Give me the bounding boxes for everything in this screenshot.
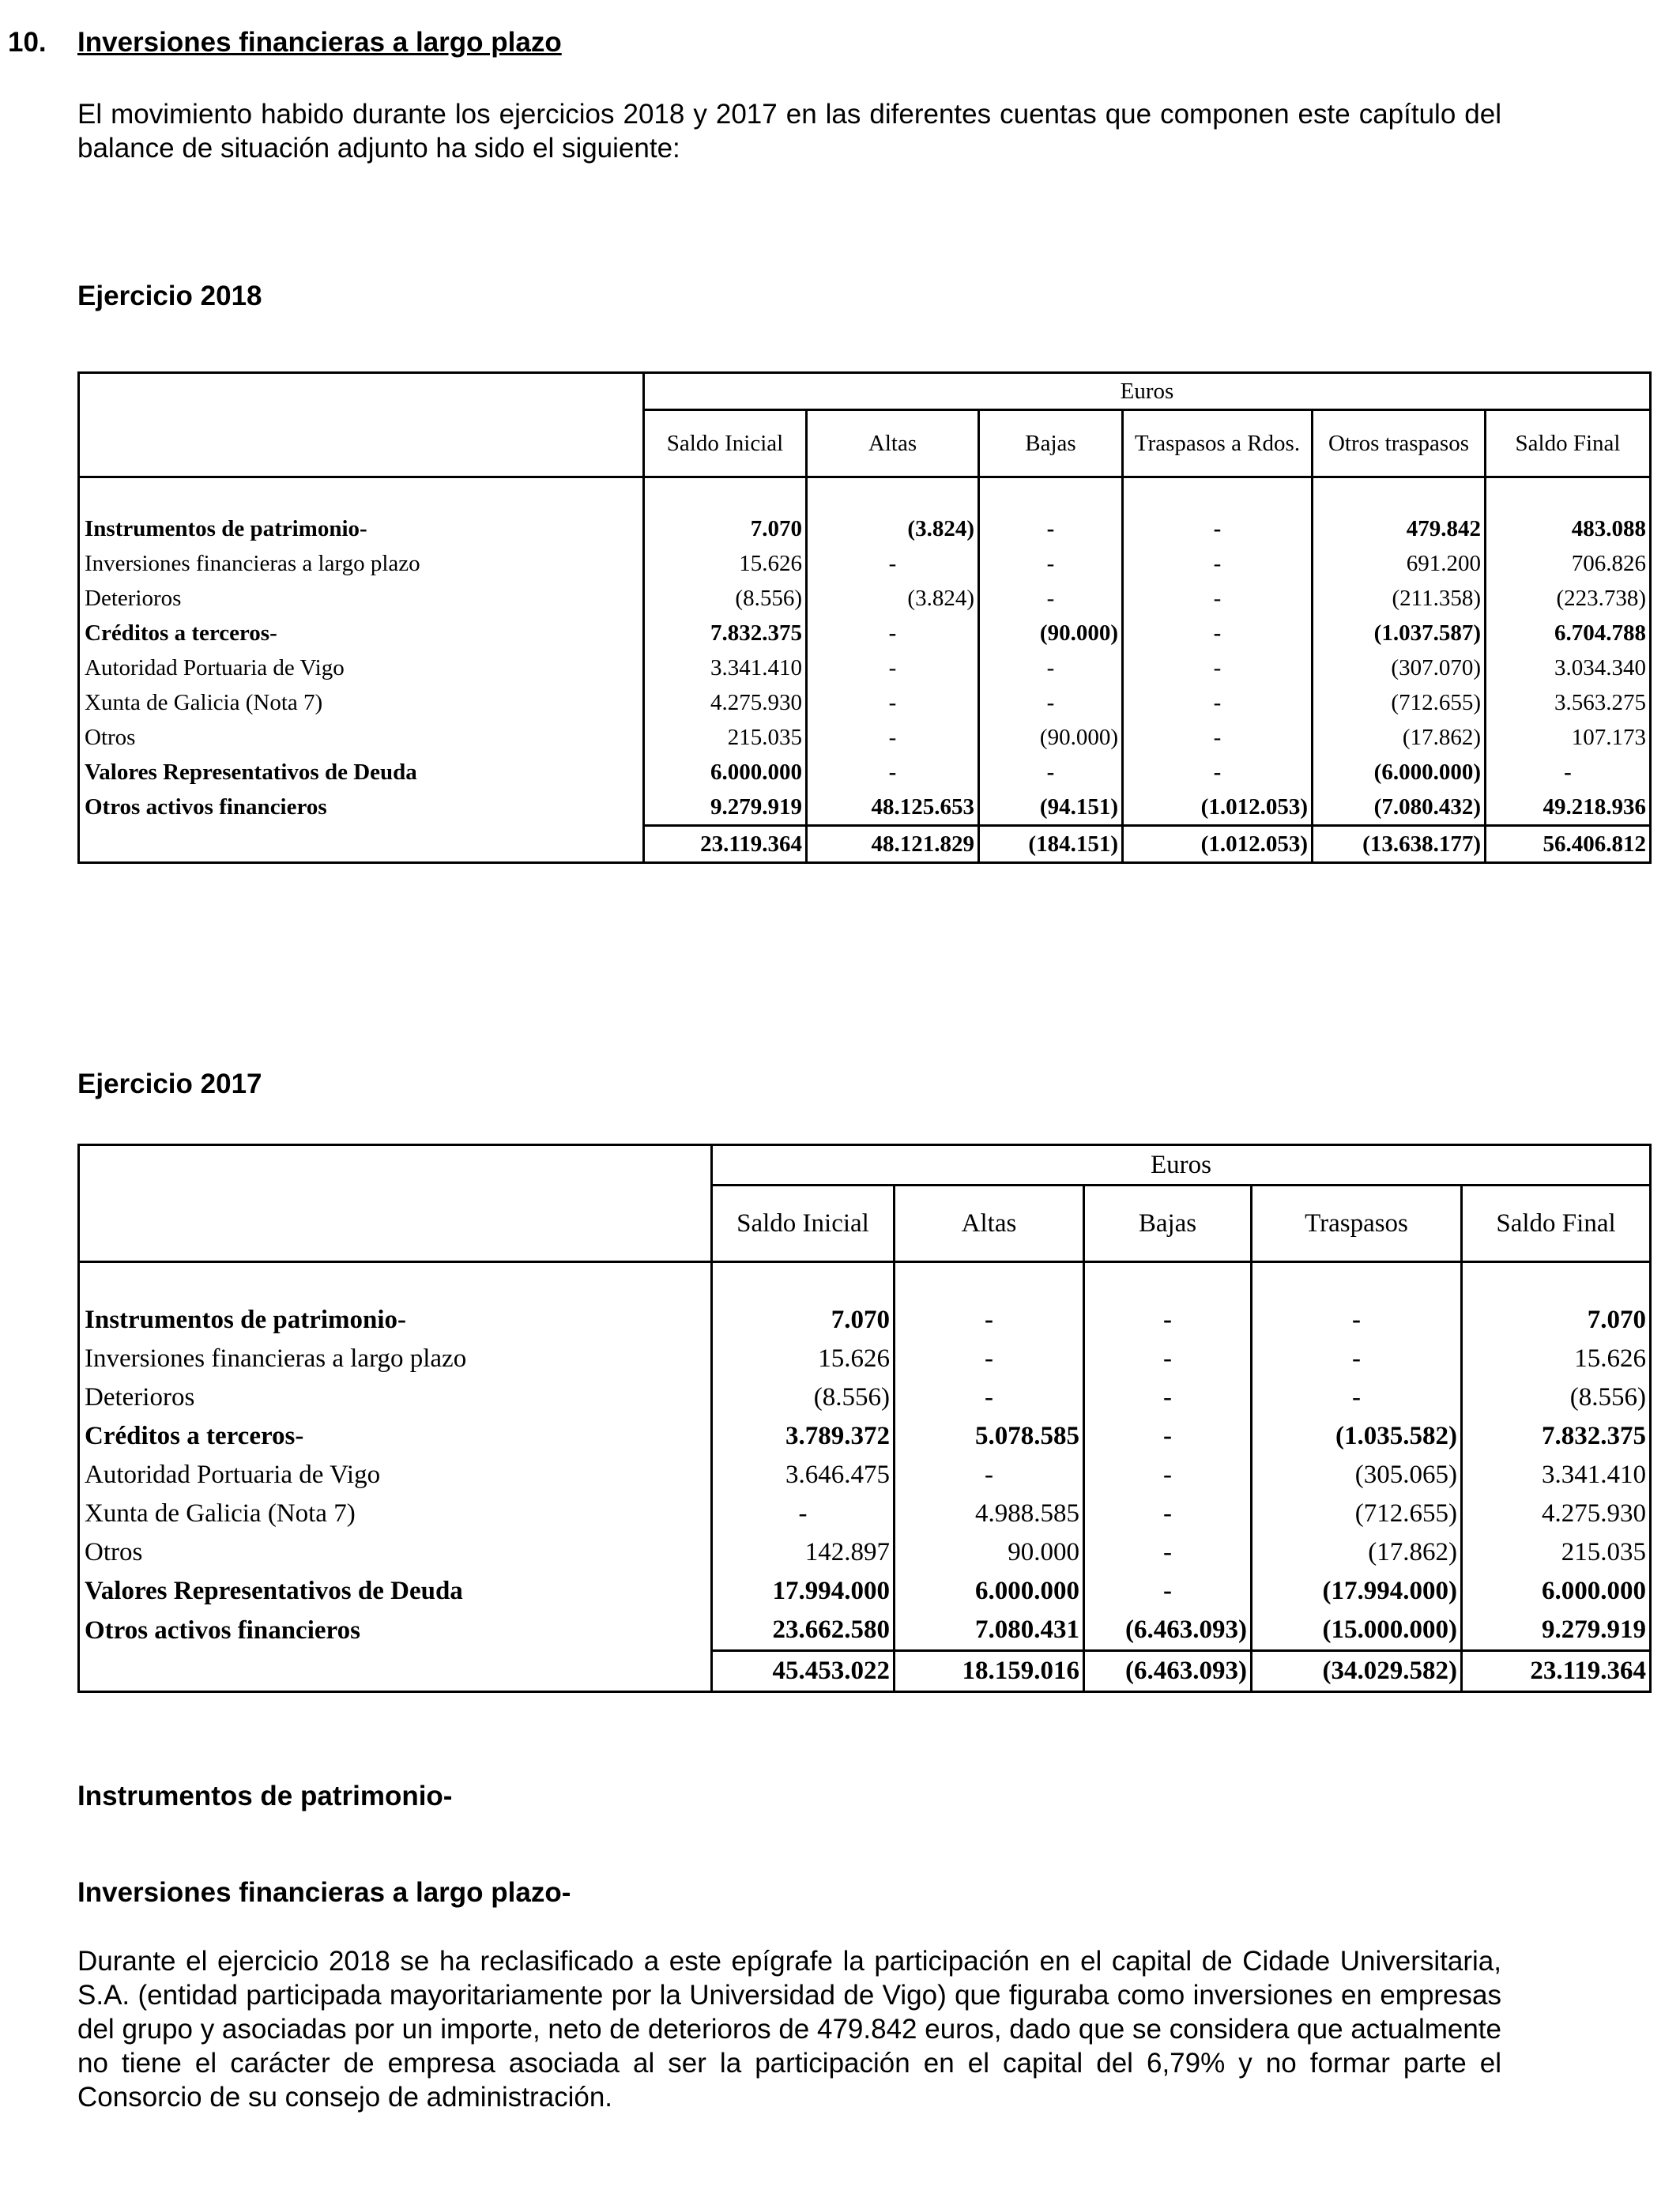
column-header: Bajas xyxy=(979,410,1123,477)
column-header: Saldo Final xyxy=(1462,1186,1651,1262)
table-cell: - xyxy=(895,1301,1084,1340)
row-label: Valores Representativos de Deuda xyxy=(85,759,417,785)
table-cell: 479.842 xyxy=(1313,511,1486,546)
table-cell: 7.832.375 xyxy=(1462,1417,1651,1456)
table-cell: - xyxy=(807,755,979,790)
table-cell: 3.341.410 xyxy=(1462,1456,1651,1495)
table-row xyxy=(79,581,1651,616)
column-header: Altas xyxy=(807,410,979,477)
instrumentos-heading: Instrumentos de patrimonio- xyxy=(77,1781,453,1811)
table-row xyxy=(79,1611,1651,1651)
total-cell: (34.029.582) xyxy=(1252,1651,1462,1692)
table-cell: (305.065) xyxy=(1252,1456,1462,1495)
table-row xyxy=(79,1533,1651,1572)
table-cell: 7.832.375 xyxy=(644,616,807,650)
table-cell: (1.037.587) xyxy=(1313,616,1486,650)
table-row xyxy=(79,650,1651,685)
table-cell: (3.824) xyxy=(807,511,979,546)
table-row xyxy=(79,1378,1651,1417)
row-label: Autoridad Portuaria de Vigo xyxy=(85,1461,381,1489)
total-cell: 56.406.812 xyxy=(1486,826,1651,863)
table-cell: - xyxy=(895,1340,1084,1378)
table-cell: 3.646.475 xyxy=(712,1456,895,1495)
table-cell: 48.125.653 xyxy=(807,790,979,826)
table-cell: (223.738) xyxy=(1486,581,1651,616)
table-cell: 15.626 xyxy=(712,1340,895,1378)
total-cell: 45.453.022 xyxy=(712,1651,895,1692)
table-cell: 6.000.000 xyxy=(895,1572,1084,1611)
table-cell: 7.070 xyxy=(712,1301,895,1340)
table-cell: - xyxy=(1123,546,1313,581)
table-cell: - xyxy=(1123,755,1313,790)
table-row xyxy=(79,1495,1651,1533)
table-cell: 4.988.585 xyxy=(895,1495,1084,1533)
table-cell: - xyxy=(807,546,979,581)
row-label: Autoridad Portuaria de Vigo xyxy=(85,654,345,680)
table-row xyxy=(79,720,1651,755)
table-cell: - xyxy=(712,1495,895,1533)
table-cell: 483.088 xyxy=(1486,511,1651,546)
table-cell: 23.662.580 xyxy=(712,1611,895,1651)
section-number: 10. xyxy=(8,27,47,58)
table-cell: - xyxy=(807,616,979,650)
table-cell: 3.034.340 xyxy=(1486,650,1651,685)
row-label: Otros activos financieros xyxy=(85,1615,360,1645)
total-row-label xyxy=(79,1651,712,1692)
table-cell: - xyxy=(807,720,979,755)
row-label: Xunta de Galicia (Nota 7) xyxy=(85,689,323,715)
title-2017: Ejercicio 2017 xyxy=(77,1069,262,1099)
table-cell: 3.789.372 xyxy=(712,1417,895,1456)
row-label: Otros xyxy=(85,724,136,750)
table-cell: - xyxy=(1123,650,1313,685)
table-row xyxy=(79,546,1651,581)
table-cell: - xyxy=(1084,1417,1252,1456)
row-label: Deterioros xyxy=(85,1383,195,1412)
table-cell: - xyxy=(1123,511,1313,546)
column-header: Traspasos xyxy=(1252,1186,1462,1262)
total-cell: (184.151) xyxy=(979,826,1123,863)
table-cell: (6.463.093) xyxy=(1084,1611,1252,1651)
table-cell: 9.279.919 xyxy=(644,790,807,826)
column-header: Saldo Final xyxy=(1486,410,1651,477)
table-cell: (211.358) xyxy=(1313,581,1486,616)
table-cell: - xyxy=(1084,1572,1252,1611)
column-header: Altas xyxy=(895,1186,1084,1262)
table-cell: - xyxy=(979,755,1123,790)
table-cell: (90.000) xyxy=(979,720,1123,755)
table-cell: 706.826 xyxy=(1486,546,1651,581)
column-header: Otros traspasos xyxy=(1313,410,1486,477)
table-cell: - xyxy=(1123,685,1313,720)
table-cell: - xyxy=(1084,1533,1252,1572)
table-row xyxy=(79,1417,1651,1456)
table-cell: 9.279.919 xyxy=(1462,1611,1651,1651)
column-header: Saldo Inicial xyxy=(712,1186,895,1262)
table-cell: 215.035 xyxy=(1462,1533,1651,1572)
table-row xyxy=(79,511,1651,546)
table-cell: (8.556) xyxy=(1462,1378,1651,1417)
row-label: Valores Representativos de Deuda xyxy=(85,1577,463,1605)
table-cell: - xyxy=(1084,1340,1252,1378)
total-cell: 23.119.364 xyxy=(644,826,807,863)
table-cell: - xyxy=(1084,1456,1252,1495)
column-header: Bajas xyxy=(1084,1186,1252,1262)
table-2017-corner-2 xyxy=(79,1186,712,1262)
column-header: Traspasos a Rdos. xyxy=(1123,410,1313,477)
table-cell: (94.151) xyxy=(979,790,1123,826)
table-cell: (712.655) xyxy=(1313,685,1486,720)
table-row xyxy=(79,616,1651,650)
table-cell: (307.070) xyxy=(1313,650,1486,685)
table-cell: (8.556) xyxy=(644,581,807,616)
table-cell: - xyxy=(1123,720,1313,755)
row-label: Otros xyxy=(85,1538,143,1566)
total-cell: 18.159.016 xyxy=(895,1651,1084,1692)
table-2017-corner xyxy=(79,1145,712,1186)
intro-paragraph: El movimiento habido durante los ejercicios 2018 y 2017 en las diferentes cuentas que componen este capítulo del balance de situación adjunto ha sido el siguiente: xyxy=(77,99,1501,164)
table-cell: - xyxy=(1084,1301,1252,1340)
closing-paragraph: Durante el ejercicio 2018 se ha reclasificado a este epígrafe la participación en el capital de Cidade Universitaria, S.A. (entidad participada mayoritariamente por la Universidad de Vigo) que figuraba como inversiones en empresas del grupo y asociadas por un importe, neto de deterioros de 479.842 euros, dado que se considera que actualmente no tiene el carácter de empresa asociada al ser la participación en el capital del 6,79% y no formar parte el Consorcio de su consejo de administración. xyxy=(77,1946,1501,2113)
table-cell: 142.897 xyxy=(712,1533,895,1572)
table-cell: 17.994.000 xyxy=(712,1572,895,1611)
table-cell: - xyxy=(1252,1301,1462,1340)
table-cell: 3.563.275 xyxy=(1486,685,1651,720)
row-label: Créditos a terceros- xyxy=(85,1422,304,1450)
table-row xyxy=(79,755,1651,790)
table-cell: 6.000.000 xyxy=(644,755,807,790)
table-cell: (90.000) xyxy=(979,616,1123,650)
table-row xyxy=(79,1572,1651,1611)
table-2018-corner-2 xyxy=(79,410,644,477)
total-cell: (13.638.177) xyxy=(1313,826,1486,863)
table-cell: - xyxy=(1084,1495,1252,1533)
table-cell: - xyxy=(1252,1340,1462,1378)
table-cell: - xyxy=(807,650,979,685)
table-2018-group-header: Euros xyxy=(644,373,1651,410)
table-cell: - xyxy=(979,546,1123,581)
table-cell: 691.200 xyxy=(1313,546,1486,581)
section-title: Inversiones financieras a largo plazo xyxy=(77,27,562,58)
row-label: Deterioros xyxy=(85,585,182,611)
total-cell: (6.463.093) xyxy=(1084,1651,1252,1692)
table-cell: 15.626 xyxy=(1462,1340,1651,1378)
total-row-label xyxy=(79,826,644,863)
table-cell: 49.218.936 xyxy=(1486,790,1651,826)
column-header: Saldo Inicial xyxy=(644,410,807,477)
row-label: Otros activos financieros xyxy=(85,794,327,820)
table-2017 xyxy=(77,1144,1652,1693)
table-cell: - xyxy=(979,685,1123,720)
total-cell: (1.012.053) xyxy=(1123,826,1313,863)
table-cell: - xyxy=(1123,581,1313,616)
table-cell: 3.341.410 xyxy=(644,650,807,685)
table-cell: 90.000 xyxy=(895,1533,1084,1572)
table-cell: 15.626 xyxy=(644,546,807,581)
table-cell: (7.080.432) xyxy=(1313,790,1486,826)
table-2018-corner xyxy=(79,373,644,410)
title-2018: Ejercicio 2018 xyxy=(77,281,262,311)
table-cell: 6.000.000 xyxy=(1462,1572,1651,1611)
table-cell: (15.000.000) xyxy=(1252,1611,1462,1651)
row-label: Inversiones financieras a largo plazo xyxy=(85,1344,467,1373)
table-cell: - xyxy=(979,511,1123,546)
table-cell: 4.275.930 xyxy=(644,685,807,720)
table-row xyxy=(79,685,1651,720)
table-cell: 5.078.585 xyxy=(895,1417,1084,1456)
table-cell: 7.070 xyxy=(1462,1301,1651,1340)
total-cell: 48.121.829 xyxy=(807,826,979,863)
total-row xyxy=(79,826,1651,863)
table-row xyxy=(79,1456,1651,1495)
table-cell: - xyxy=(1252,1378,1462,1417)
table-cell: - xyxy=(807,685,979,720)
table-row xyxy=(79,790,1651,826)
row-label: Créditos a terceros- xyxy=(85,620,277,646)
table-cell: 6.704.788 xyxy=(1486,616,1651,650)
table-row xyxy=(79,1340,1651,1378)
table-cell: (1.012.053) xyxy=(1123,790,1313,826)
table-cell: 7.070 xyxy=(644,511,807,546)
table-cell: - xyxy=(895,1378,1084,1417)
table-cell: (17.862) xyxy=(1313,720,1486,755)
table-cell: 7.080.431 xyxy=(895,1611,1084,1651)
table-cell: (3.824) xyxy=(807,581,979,616)
row-label: Instrumentos de patrimonio- xyxy=(85,1306,407,1334)
inversiones-heading: Inversiones financieras a largo plazo- xyxy=(77,1877,571,1908)
table-2018 xyxy=(77,371,1652,864)
table-cell: (17.994.000) xyxy=(1252,1572,1462,1611)
total-row xyxy=(79,1651,1651,1692)
table-cell: - xyxy=(895,1456,1084,1495)
table-cell: 107.173 xyxy=(1486,720,1651,755)
table-row xyxy=(79,1301,1651,1340)
table-cell: (6.000.000) xyxy=(1313,755,1486,790)
table-cell: (712.655) xyxy=(1252,1495,1462,1533)
table-cell: - xyxy=(1486,755,1651,790)
section-heading xyxy=(8,27,562,58)
table-cell: - xyxy=(1123,616,1313,650)
table-cell: 215.035 xyxy=(644,720,807,755)
row-label: Xunta de Galicia (Nota 7) xyxy=(85,1499,356,1528)
table-cell: - xyxy=(979,650,1123,685)
row-label: Instrumentos de patrimonio- xyxy=(85,515,367,541)
table-cell: - xyxy=(1084,1378,1252,1417)
table-2017-group-header: Euros xyxy=(712,1145,1651,1186)
total-cell: 23.119.364 xyxy=(1462,1651,1651,1692)
table-cell: (8.556) xyxy=(712,1378,895,1417)
table-cell: (1.035.582) xyxy=(1252,1417,1462,1456)
row-label: Inversiones financieras a largo plazo xyxy=(85,550,420,576)
table-cell: (17.862) xyxy=(1252,1533,1462,1572)
table-cell: - xyxy=(979,581,1123,616)
table-cell: 4.275.930 xyxy=(1462,1495,1651,1533)
